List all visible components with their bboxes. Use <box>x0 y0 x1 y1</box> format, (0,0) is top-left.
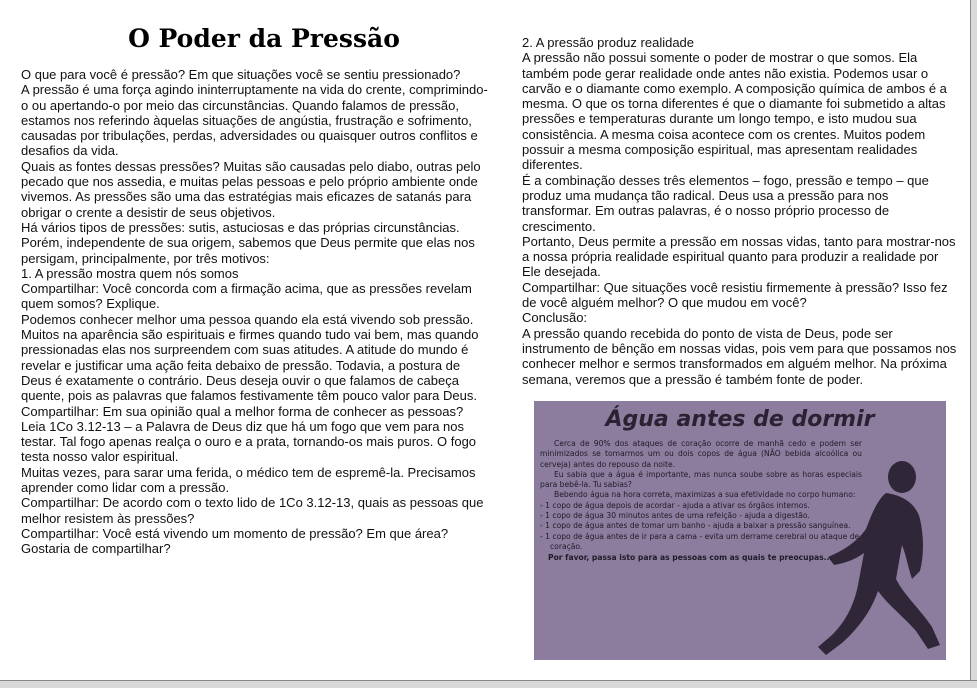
paragraph: Há vários tipos de pressões: sutis, astuciosas e das próprias circunstâncias. Porém, independente de sua origem, sabemos que Deus permite que elas nos persigam, principalmente, por três motivos: <box>21 219 475 266</box>
card-closing: Por favor, passa isto para as pessoas com as quais te preocupas... <box>548 553 833 563</box>
card-paragraph: Bebendo água na hora correta, maximizas a sua efetividade no corpo humano: <box>554 490 856 500</box>
paragraph: Leia 1Co 3.12-13 – a Palavra de Deus diz que há um fogo que vem para nos testar. Tal fogo apenas realça o ouro e a prata, tornando-os mais puros. O fogo testa nosso valor espiritual. <box>21 418 477 465</box>
paragraph: Compartilhar: De acordo com o texto lido de 1Co 3.12-13, quais as pessoas que melhor resistem às pressões? <box>21 495 484 526</box>
paragraph: Compartilhar: Em sua opinião qual a melhor forma de conhecer as pessoas? <box>21 403 464 419</box>
card-intro: Cerca de 90% dos ataques de coração ocorre de manhã cedo e podem ser minimizados se tomarmos um ou dois copos de água (NÃO bebida alcoólica ou cerveja) antes do repouso da noite. <box>540 439 862 469</box>
list-item: - 1 copo de água antes de tomar um banho - ajuda a baixar a pressão sanguínea. <box>540 521 851 531</box>
window-frame-right <box>970 0 977 687</box>
card-title: Água antes de dormir <box>605 407 875 432</box>
section-heading: 2. A pressão produz realidade <box>522 35 695 50</box>
paragraph: A pressão quando recebida do ponto de vista de Deus, pode ser instrumento de bênção em nossas vidas, pois vem para que possamos nos conhecer melhor e sermos transformados em alguém melhor. Na próxima semana, veremos que a pressão é também fonte de poder. <box>522 325 957 387</box>
paragraph: É a combinação desses três elementos – fogo, pressão e tempo – que produz uma mudança tão radical. Deus usa a pressão para nos transformar. Em outras palavras, é o nosso próprio processo de crescimento. <box>522 172 929 234</box>
paragraph: Portanto, Deus permite a pressão em nossas vidas, tanto para mostrar-nos a nossa própria realidade espiritual quanto para produzir a realidade por Ele desejada. <box>522 233 956 280</box>
paragraph: Quais as fontes dessas pressões? Muitas são causadas pelo diabo, outras pelo pecado que nos assedia, e muitas pelas pessoas e pelo próprio ambiente onde vivemos. As pressões são uma das estratégias mais eficazes de satanás para obrigar o crente a desistir de seus objetivos. <box>21 158 481 220</box>
paragraph: Muitas vezes, para sarar uma ferida, o médico tem de espremê-la. Precisamos aprender como lidar com a pressão. <box>21 464 476 496</box>
list-item: - 1 copo de água depois de acordar - ajuda a ativar os órgãos internos. <box>540 500 810 510</box>
list-item: - 1 copo de água antes de ir para a cama - evita um derrame cerebral ou ataque de coração. <box>540 531 860 551</box>
section-heading: Conclusão: <box>522 310 588 326</box>
paragraph: A pressão é uma força agindo ininterruptamente na vida do crente, comprimindo-o ou apertando-o por meio das circunstâncias. Quando falamos de pressão, estamos nos referindo àquelas situações de angústia, frustração e sofrimento, causadas por tribulações, perdas, adversidades ou quaisquer outros conflitos e desafios da vida. <box>21 82 488 159</box>
paragraph: O que para você é pressão? Em que situações você se sentiu pressionado? <box>21 67 461 82</box>
left-column <box>21 67 491 557</box>
paragraph: Compartilhar: Você está vivendo um momento de pressão? Em que área? Gostaria de compartilhar? <box>21 525 449 557</box>
right-column <box>522 35 958 387</box>
page-title: O Poder da Pressão <box>128 24 400 53</box>
card-body <box>540 439 862 564</box>
section-heading: 1. A pressão mostra quem nós somos <box>21 265 239 281</box>
paragraph: Compartilhar: Você concorda com a firmação acima, que as pressões revelam quem somos? Explique. <box>21 281 472 312</box>
water-info-card <box>534 401 946 660</box>
card-paragraph: Eu sabia que a água é importante, mas nunca soube sobre as horas especiais para bebê-la. Tu sabias? <box>540 469 862 490</box>
paragraph: A pressão não possui somente o poder de mostrar o que somos. Ela também pode gerar realidade onde antes não existia. Podemos usar o carvão e o diamante como exemplo. A composição química de ambos é a mesma. O que os torna diferentes é que o diamante foi submetido a altas pressões e temperaturas durante um longo tempo, e isto mudou sua consistência. A mesma coisa acontece com os crentes. Muitos podem possuir a mesma composição espiritual, mas apresentam realidades diferentes. <box>522 50 947 173</box>
paragraph: Podemos conhecer melhor uma pessoa quando ela está vivendo sob pressão. Muitos na aparência são espirituais e firmes quando tudo vai bem, mas quando pressionadas elas nos surpreendem com suas atitudes. A atitude do mundo é revelar e justificar uma ação feita debaixo de pressão. Todavia, a postura de Deus é exatamente o contrário. Deus deseja ouvir o que falamos de cabeça quente, pois as palavras que falamos festivamente têm pouco valor para Deus. <box>21 311 479 404</box>
paragraph: Compartilhar: Que situações você resistiu firmemente à pressão? Isso fez de você alguém melhor? O que mudou em você? <box>522 279 948 311</box>
list-item: - 1 copo de água 30 minutos antes de uma refeição - ajuda a digestão. <box>540 511 810 521</box>
